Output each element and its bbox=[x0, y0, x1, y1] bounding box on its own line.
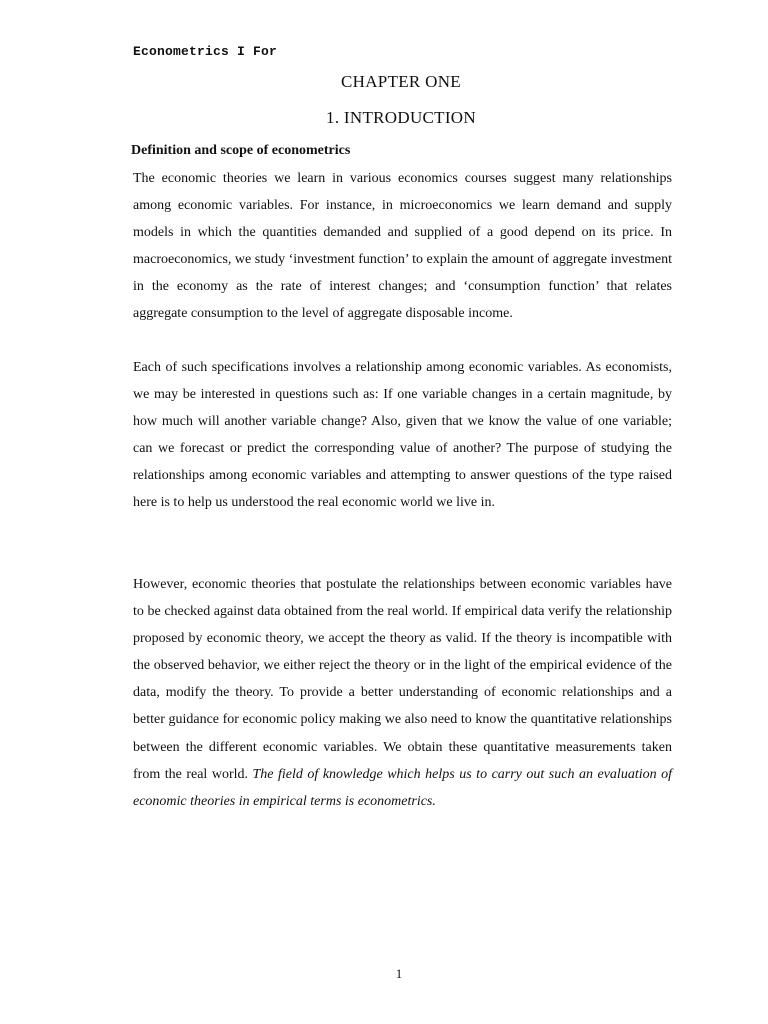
paragraph-1: The economic theories we learn in various economics courses suggest many relationships among economic variables. For instance, in microeconomics we learn demand and supply models in which the quantities demanded and supplied of a good depend on its price. In macroeconomics, we study ‘investment function’ to explain the amount of aggregate investment in the economy as the rate of interest changes; and ‘consumption function’ that relates aggregate consumption to the level of aggregate disposable income. bbox=[133, 171, 672, 322]
page-number: 1 bbox=[395, 966, 403, 981]
paragraph-3 bbox=[133, 571, 672, 815]
subsection-title: Definition and scope of econometrics bbox=[131, 143, 351, 158]
paragraph-3-definition: The field of knowledge which helps us to carry out such an evaluation of economic theories in empirical terms is econometrics. bbox=[133, 766, 672, 809]
paragraph-2: Each of such specifications involves a relationship among economic variables. As economists, we may be interested in questions such as: If one variable changes in a certain magnitude, by how much will another variable change? Also, given that we know the value of one variable; can we forecast or predict the corresponding value of another? The purpose of studying the relationships among economic variables and attempting to answer questions of the type raised here is to help us understood the real economic world we live in. bbox=[133, 360, 672, 511]
section-title: 1. INTRODUCTION bbox=[326, 108, 476, 127]
chapter-title: CHAPTER ONE bbox=[341, 72, 461, 91]
paragraph-3-text: However, economic theories that postulate the relationships between economic variables have to be checked against data obtained from the real world. If empirical data verify the relationship proposed by economic theory, we accept the theory as valid. If the theory is incompatible with the observed behavior, we either reject the theory or in the light of the empirical evidence of the data, modify the theory. To provide a better understanding of economic relationships and a better guidance for economic policy making we also need to know the quantitative relationships between the different economic variables. We obtain these quantitative measurements taken from the real world. bbox=[133, 577, 672, 782]
running-head: Econometrics I For bbox=[133, 44, 278, 59]
